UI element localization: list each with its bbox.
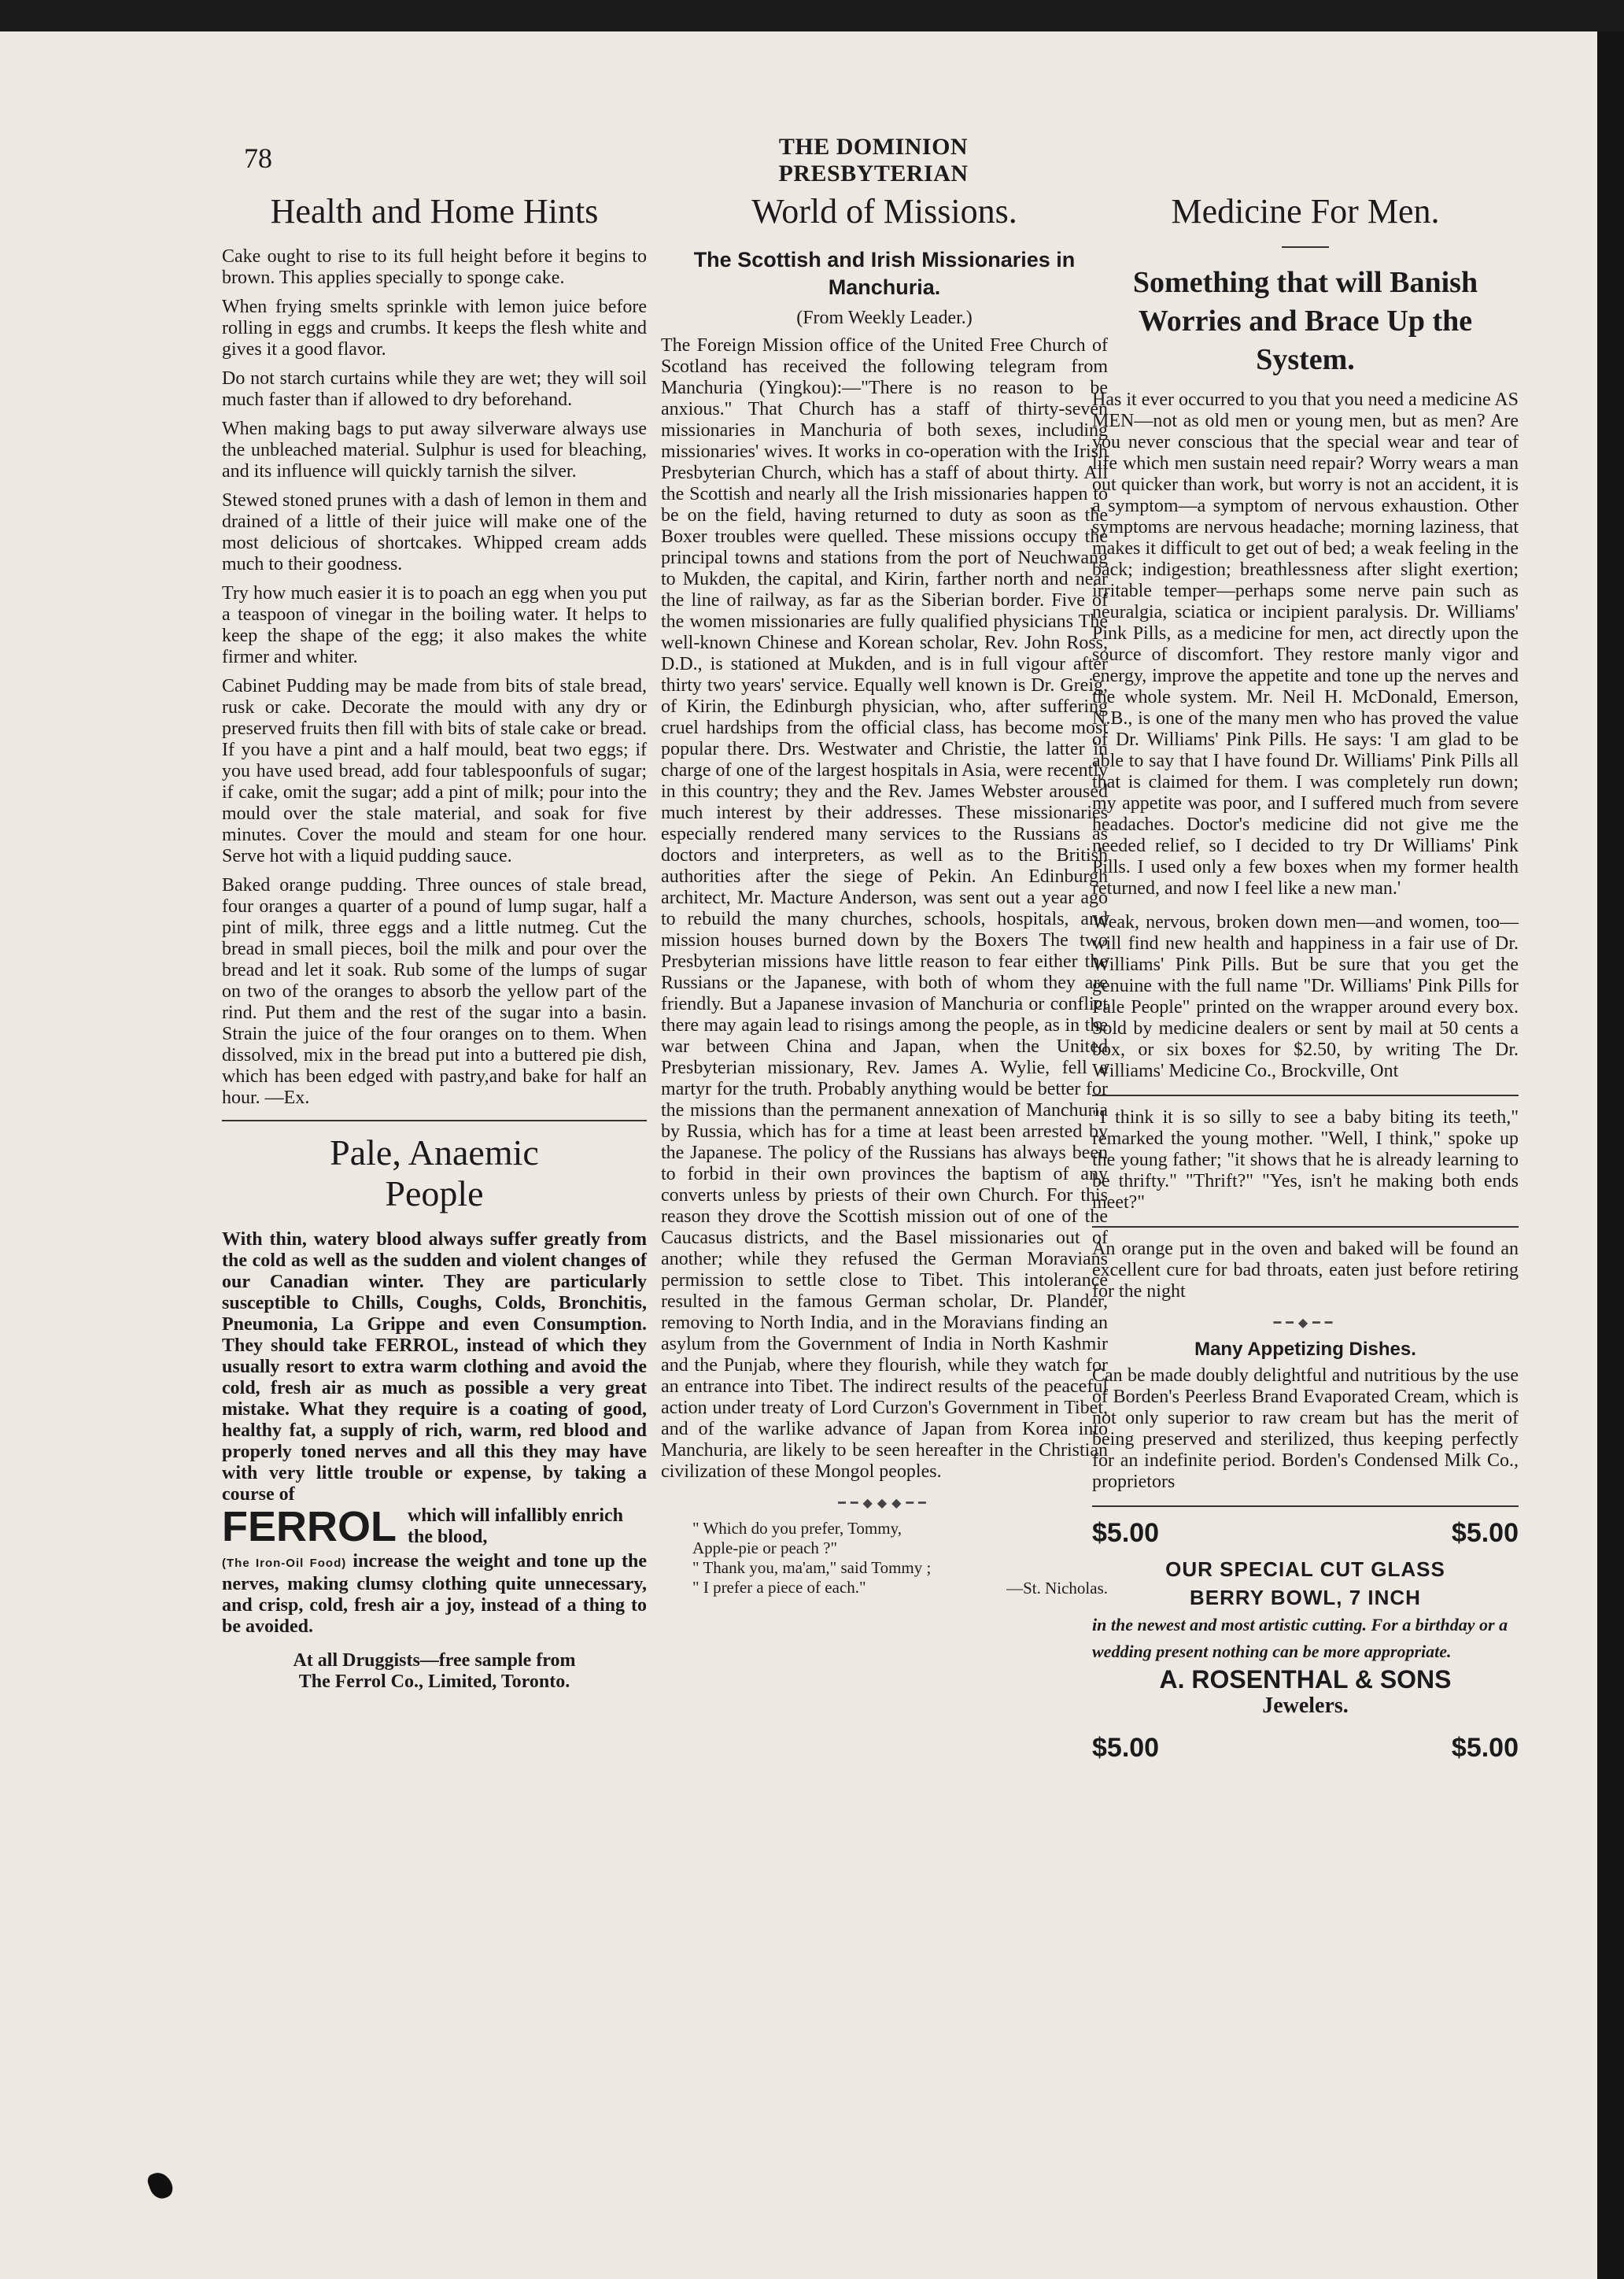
medicine-body-2: Weak, nervous, broken down men—and women, too—will find new health and happiness in a fair use of Dr. Williams' Pink Pills. But be sure that you get the genuine with the full name "Dr. Williams' Pink Pills for Pale People" printed on the wrapper around every box. Sold by medicine dealers or sent by mail at 50 cents a box, or six boxes for $2.50, by writing The Dr. Williams' Medicine Co., Brockville, Ont xyxy=(1092,911,1519,1081)
missions-subtitle: The Scottish and Irish Missionaries in Manchuria. xyxy=(693,247,1076,299)
section-divider: ━━◆━━ xyxy=(1273,1316,1338,1330)
hint-paragraph: Try how much easier it is to poach an egg when you put a teaspoon of vinegar in the boiling water. It helps to keep the shape of the egg; it also makes the white firmer and whiter. xyxy=(222,582,647,667)
title-rule xyxy=(1282,246,1329,248)
ferrol-brand-row xyxy=(222,1503,647,1551)
quote-line: " I prefer a piece of each." xyxy=(692,1577,866,1597)
orange-tip: An orange put in the oven and baked will be found an excellent cure for bad throats, eaten just before retiring for the night xyxy=(1092,1238,1519,1302)
glass-ad-line1: OUR SPECIAL CUT GLASS xyxy=(1165,1557,1445,1581)
hint-paragraph: Baked orange pudding. Three ounces of stale bread, four oranges a quarter of a pound of lump sugar, half a pint of milk, three eggs and a little nutmeg. Cut the bread in small pieces, boil the milk and pour over the bread and let it soak. Rub some of the lumps of sugar on two of the oranges to absorb the yellow part of the rind. Put them and the rest of the sugar into a basin. Strain the juice of the four oranges on to them. When dissolved, mix in the bread put into a buttered pie dish, which has been edged with pastry,and bake for half an hour. —Ex. xyxy=(222,874,647,1108)
hint-paragraph: Do not starch curtains while they are wet; they will soil much faster than if allowed to dry beforehand. xyxy=(222,368,647,410)
price-right: $5.00 xyxy=(1451,1517,1519,1548)
quote-line: Apple-pie or peach ?" xyxy=(692,1538,838,1557)
ferrol-brand: FERROL xyxy=(222,1503,397,1551)
masthead: THE DOMINION PRESBYTERIAN xyxy=(778,134,969,187)
dishes-title: Many Appetizing Dishes. xyxy=(1194,1338,1416,1360)
quote-line: " Which do you prefer, Tommy, xyxy=(692,1518,902,1538)
ferrol-ad-body: With thin, watery blood always suffer greatly from the cold as well as the sudden and violent changes of our Canadian winter. They are particularly susceptible to Chills, Coughs, Colds, Bronchitis, Pneumonia, La Grippe and even Consumption. They should take FERROL, instead of which they usually resort to extra warm clothing and avoid the cold, fresh air as much as possible a very great mistake. What they require is a coating of good, healthy fat, a supply of rich, warm, red blood and properly toned nerves and all this they may have with very little trouble or expense, by taking a course of xyxy=(222,1229,647,1505)
ferrol-ad-body-2 xyxy=(222,1551,647,1638)
glass-ad-line2: BERRY BOWL, 7 INCH xyxy=(1190,1585,1421,1609)
jeweler-name: A. ROSENTHAL & SONS xyxy=(1159,1664,1452,1694)
column-health-hints xyxy=(222,181,647,1693)
glass-ad-description: in the newest and most artistic cutting. For a birthday or a wedding present nothing can be more appropriate. xyxy=(1092,1614,1508,1661)
page-number: 78 xyxy=(244,142,272,174)
missions-article-body: The Foreign Mission office of the United Free Church of Scotland has received the following telegram from Manchuria (Yingkou):—"There is no reason to be anxious." That Church has a staff of thirty-seven missionaries in Manchuria of both sexes, including missionaries' wives. It works in co-operation with the Irish Presbyterian Church, which has a staff of about thirty. All the Scottish and nearly all the Irish missionaries happen to be on the field, having returned to duty as soon as the Boxer troubles were quelled. These missions occupy the principal towns and stations from the port of Neuchwang to Mukden, the capital, and Kirin, farther north and near the line of railway, as far as the Siberian border. Five of the women missionaries are fully qualified physicians The well-known Chinese and Korean scholar, Rev. John Ross, D.D., is stationed at Mukden, and is in full vigour after thirty two years' service. Equally well known is Dr. Greig, of Kirin, the Edinburgh physician, who, after suffering cruel hardships from the official class, has become most popular there. Drs. Westwater and Christie, the latter in charge of one of the largest hospitals in Asia, were recently in this country; they and the Rev. James Webster aroused much interest by their addresses. These missionaries especially rendered many services to the Russians as doctors and interpreters, as well as to the British authorities after the siege of Pekin. An Edinburgh architect, Mr. Macture Anderson, was sent out a year ago to rebuild the many churches, schools, hospitals, and mission houses burned down by the Boxers The two Presbyterian missions have little reason to fear either the Russians or the Japanese, with both of whom they are friendly. But a Japanese invasion of Manchuria or conflict there may again lead to risings among the people, as in the war between China and Japan, when the United Presbyterian missionary, Rev. James A. Wylie, fell a martyr for the truth. Probably anything would be better for the missions than the permanent annexation of Manchuria by Russia, which has for a time at least been arrested by the Japanese. The policy of the Russians has always been to forbid in their own provinces the baptism of any converts unless by priests of their own Church. For this reason they drove the Scottish mission out of one of the Caucasus districts, and the Basel missionaries out of another; while they refused the German Moravians permission to settle close to Tibet. This intolerance resulted in the famous German scholar, Dr. Plander, removing to North India, and in the Moravians finding an asylum from the Government of India in North Kashmir and the Punjab, where they flourish, while they watch for an entrance into Tibet. The indirect results of the peaceful action under treaty of Lord Curzon's Government in Tibet, and of the warlike advance of Japan from Korea into Manchuria, are likely to be seen hereafter in the Christian civilization of these Mongol peoples. xyxy=(661,334,1108,1482)
price-right: $5.00 xyxy=(1451,1732,1519,1763)
price-row-top xyxy=(1092,1518,1519,1549)
scan-edge-right xyxy=(1597,31,1624,2279)
hint-paragraph: When frying smelts sprinkle with lemon juice before rolling in eggs and crumbs. It keeps the flesh white and gives it a good flavor. xyxy=(222,296,647,360)
hint-paragraph: Stewed stoned prunes with a dash of lemon in them and drained of a little of their juice will make one of the most delicious of shortcakes. Whipped cream adds much to their goodness. xyxy=(222,489,647,574)
jeweler-trade: Jewelers. xyxy=(1262,1693,1349,1718)
column-rule xyxy=(222,1120,647,1121)
price-left: $5.00 xyxy=(1092,1732,1160,1763)
health-hints-title: Health and Home Hints xyxy=(270,192,599,231)
ferrol-iron-oil-label: (The Iron-Oil Food) xyxy=(222,1557,347,1571)
price-left: $5.00 xyxy=(1092,1517,1160,1548)
price-row-bottom xyxy=(1092,1733,1519,1764)
quote-line: " Thank you, ma'am," said Tommy ; xyxy=(692,1557,932,1577)
column-medicine-for-men xyxy=(1092,181,1519,1770)
hint-paragraph: Cake ought to rise to its full height before it begins to brown. This applies specially to sponge cake. xyxy=(222,246,647,288)
quote-source: —St. Nicholas. xyxy=(1006,1578,1108,1598)
hint-paragraph: Cabinet Pudding may be made from bits of stale bread, rusk or cake. Decorate the mould with any dry or preserved fruits then fill with bits of stale cake or bread. If you have a pint and a half mould, beat two eggs; if you have used bread, add four tablespoonfuls of sugar; if cake, omit the sugar; add a pint of milk; pour into the mould over the stale material, and soak for five minutes. Cover the mould and steam for one hour. Serve hot with a liquid pudding sauce. xyxy=(222,675,647,866)
ferrol-ad-body-2-text: increase the weight and tone up the nerves, making clumsy clothing quite unnecessary, and crisp, cold, fresh air a joy, instead of a thing to be avoided. xyxy=(222,1551,647,1638)
ferrol-ad-title-line1: Pale, Anaemic xyxy=(330,1132,539,1173)
ferrol-ad-title-line2: People xyxy=(385,1173,484,1214)
ferrol-claim: which will infallibly enrich the blood, xyxy=(408,1505,624,1548)
hint-paragraph: When making bags to put away silverware always use the unbleached material. Sulphur is used for bleaching, and its influence will quickly tarnish the silver. xyxy=(222,418,647,482)
medicine-body-1: Has it ever occurred to you that you need a medicine AS MEN—not as old men or young men, but as men? Are you never conscious that the special wear and tear of life which men sustain need repair? Worry wears a man out quicker than work, but worry is not an accident, it is a symptom—a symptom of nervous exhaustion. Other symptoms are nervous headache; morning laziness, that makes it difficult to get out of bed; a weak feeling in the back; indigestion; breathlessness after slight exertion; irritable temper—perhaps some nerve pain such as neuralgia, sciatica or incipient paralysis. Dr. Williams' Pink Pills, as a medicine for men, act directly upon the source of discomfort. They restore manly vigor and energy, improve the appetite and tone up the nerves and the whole system. Mr. Neil H. McDonald, Emerson, N.B., is one of the many men who has proved the value of Dr. Williams' Pink Pills. He says: 'I am glad to be able to say that I have found Dr. Williams' Pink Pills all that is claimed for them. I was completely run down; my appetite was poor, and I suffered much from severe headaches. Doctor's medicine did not give me the needed relief, so I decided to try Dr Williams' Pink Pills. I used only a few boxes when my former health returned, and now I feel like a new man.' xyxy=(1092,389,1519,899)
column-world-of-missions xyxy=(661,181,1108,1598)
ferrol-advertisement xyxy=(222,1132,647,1694)
medicine-title: Medicine For Men. xyxy=(1171,192,1440,231)
ferrol-footer-1: At all Druggists—free sample from xyxy=(293,1650,576,1671)
column-rule xyxy=(1092,1226,1519,1228)
dishes-body: Can be made doubly delightful and nutritious by the use of Borden's Peerless Brand Evaporated Cream, which is not only superior to raw cream but has the merit of being preserved and sterilized, thus keeping perfectly for an indefinite period. Borden's Condensed Milk Co., proprietors xyxy=(1092,1365,1519,1492)
column-rule xyxy=(1092,1095,1519,1096)
missions-byline: (From Weekly Leader.) xyxy=(796,307,973,328)
newspaper-page xyxy=(0,31,1597,2279)
missions-title: World of Missions. xyxy=(751,192,1017,231)
ink-smudge xyxy=(146,2169,175,2202)
section-divider: ━━◆◆◆━━ xyxy=(838,1496,931,1510)
ferrol-ad-title xyxy=(222,1132,647,1216)
baby-anecdote: "I think it is so silly to see a baby biting its teeth," remarked the young mother. "Well, I think," spoke up the young father; "it shows that he is already learning to be thrifty." "Thrift?" "Yes, isn't he making both ends meet?" xyxy=(1092,1106,1519,1213)
medicine-headline: Something that will Banish Worries and Brace Up the System. xyxy=(1132,265,1478,377)
ferrol-footer-2: The Ferrol Co., Limited, Toronto. xyxy=(298,1671,570,1693)
cut-glass-advertisement xyxy=(1092,1518,1519,1764)
column-rule xyxy=(1092,1505,1519,1507)
